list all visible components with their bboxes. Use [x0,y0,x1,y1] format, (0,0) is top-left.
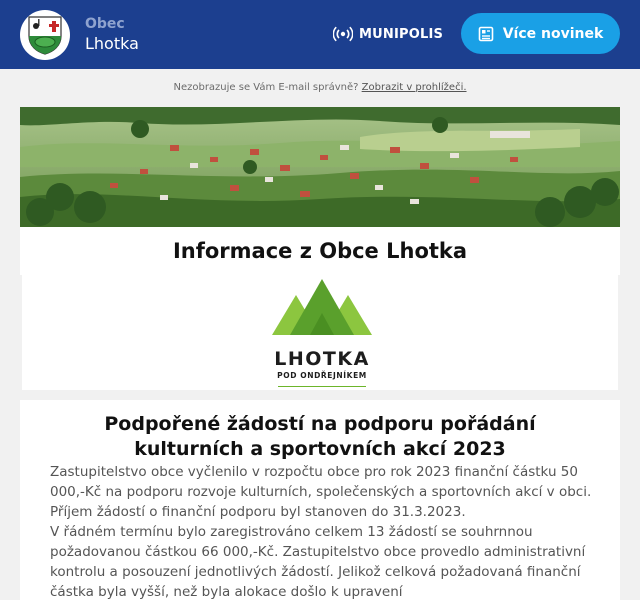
hero-village-photo [20,107,620,227]
logo-subtitle: POD ONDŘEJNÍKEM [277,371,367,380]
header-bar [0,0,640,69]
article-paragraph: Zastupitelstvo obce vyčlenilo v rozpočtu obce pro rok 2023 finanční částku 50 000,-Kč na podporu rozvoje kulturních, společenských a sportovních akcí v obci. Příjem žádostí o finanční podporu byl stanoven do 31.3.2023. [50,464,592,520]
article-paragraph: V řádném termínu bylo zaregistrováno celkem 13 žádostí se souhrnnou požadovanou částkou 66 000,-Kč. Zastupitelstvo obce provedlo administrativní kontrolu a posouzení jednotlivých žádostí. Jelikož celková požadovaná finanční částka byla vyšší, než byla alokace došlo k upravení [50,524,586,600]
article-card [20,400,620,600]
more-news-button[interactable] [461,13,620,54]
notice-text: Nezobrazuje se Vám E-mail správně? [173,82,359,93]
org-name: Lhotka [85,34,139,53]
newsletter-title: Informace z Obce Lhotka [172,239,468,263]
org-label: Obec [85,16,125,32]
more-news-label: Více novinek [502,25,604,42]
logo-underline [278,386,366,387]
munipolis-icon [333,24,353,44]
organization-title [85,15,139,55]
municipality-logo-box [22,275,618,390]
lhotka-logo [270,279,374,389]
newsletter-title-box [20,227,620,275]
email-view-notice [0,82,640,93]
brand-label: MUNIPOLIS [359,26,444,42]
newspaper-icon [478,26,494,42]
article-heading[interactable]: Podpořené žádostí na podporu pořádání kulturních a sportovních akcí 2023 [104,413,536,460]
municipal-crest-logo[interactable] [20,10,70,60]
view-in-browser-link[interactable]: Zobrazit v prohlížeči. [361,82,467,93]
munipolis-brand[interactable] [333,24,443,44]
mountain-logo-icon [270,279,374,341]
article-body [50,462,595,600]
logo-name: LHOTKA [274,348,370,370]
